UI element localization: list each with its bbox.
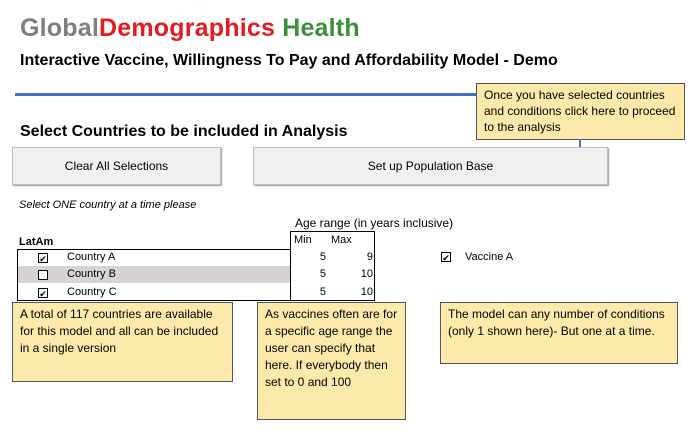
vaccine-a-label: Vaccine A [465,251,514,263]
country-a-max[interactable]: 9 [366,251,373,263]
country-a-checkbox[interactable]: ✔ [39,254,47,264]
setup-population-button[interactable]: Set up Population Base [253,147,608,185]
age-range-header: Age range (in years inclusive) [295,216,454,230]
country-a-label: Country A [67,251,116,263]
page-subtitle: Interactive Vaccine, Willingness To Pay and Affordability Model - Demo [20,52,558,69]
country-c-min[interactable]: 5 [319,286,326,298]
age-callout: As vaccines often are for a specific age range the user can specify that here. If everybody then set to 0 and 100 [257,302,406,420]
header-divider [15,93,485,96]
country-c-checkbox[interactable]: ✔ [39,289,47,299]
country-a-min[interactable]: 5 [319,251,326,263]
age-max-header: Max [331,234,352,246]
country-b-checkbox[interactable] [38,270,48,280]
country-c-label: Country C [67,286,117,298]
age-min-header: Min [294,234,312,246]
brand-logo [20,14,360,43]
country-b-max[interactable]: 10 [360,268,373,280]
region-label: LatAm [19,236,54,248]
country-b-label: Country B [67,268,116,280]
vaccine-a-checkbox[interactable]: ✔ [442,253,450,263]
countries-callout: A total of 117 countries are available for this model and all can be included in a single version [12,302,233,382]
instruction-text: Select ONE country at a time please [19,199,197,211]
conditions-callout: The model can any number of conditions (only 1 shown here)- But one at a time. [440,302,678,364]
section-title: Select Countries to be included in Analysis [20,123,348,140]
brand-part-global: Global [20,14,99,42]
country-b-min[interactable]: 5 [319,268,326,280]
country-c-max[interactable]: 10 [360,286,373,298]
brand-part-demographics: Demographics [98,14,276,42]
brand-part-health: Health [275,14,360,42]
country-list-border [17,249,290,301]
clear-selections-button[interactable]: Clear All Selections [12,147,221,185]
proceed-callout: Once you have selected countries and conditions click here to proceed to the analysis [476,83,685,140]
